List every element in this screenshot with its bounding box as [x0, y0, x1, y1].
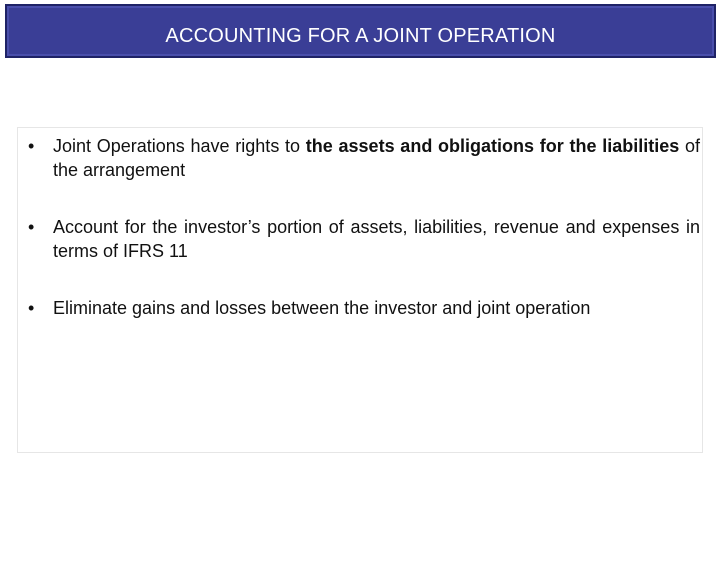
bullet-text-segment: Joint Operations have rights to — [53, 136, 306, 156]
bullet-item — [28, 134, 700, 182]
bullet-text-segment: Eliminate gains and losses between the investor and joint operation — [53, 298, 591, 318]
bullet-marker: • — [28, 136, 35, 156]
bullet-marker: • — [28, 298, 35, 318]
bullet-text-segment: Account for the investor’s portion of assets, liabilities, revenue and expenses in terms of IFRS 11 — [53, 217, 700, 261]
bullet-text — [53, 134, 700, 182]
page-title: ACCOUNTING FOR A JOINT OPERATION — [165, 25, 556, 47]
bullet-marker: • — [28, 217, 35, 237]
bullet-text-bold: the assets and obligations for the liabilities — [305, 136, 680, 156]
bullet-text-segment: of the arrangement — [53, 136, 700, 180]
bullet-item — [28, 296, 700, 320]
title-banner — [5, 4, 716, 58]
bullet-text — [53, 215, 700, 263]
content-box — [17, 127, 703, 453]
bullet-item — [28, 215, 700, 263]
bullet-text — [53, 296, 700, 320]
